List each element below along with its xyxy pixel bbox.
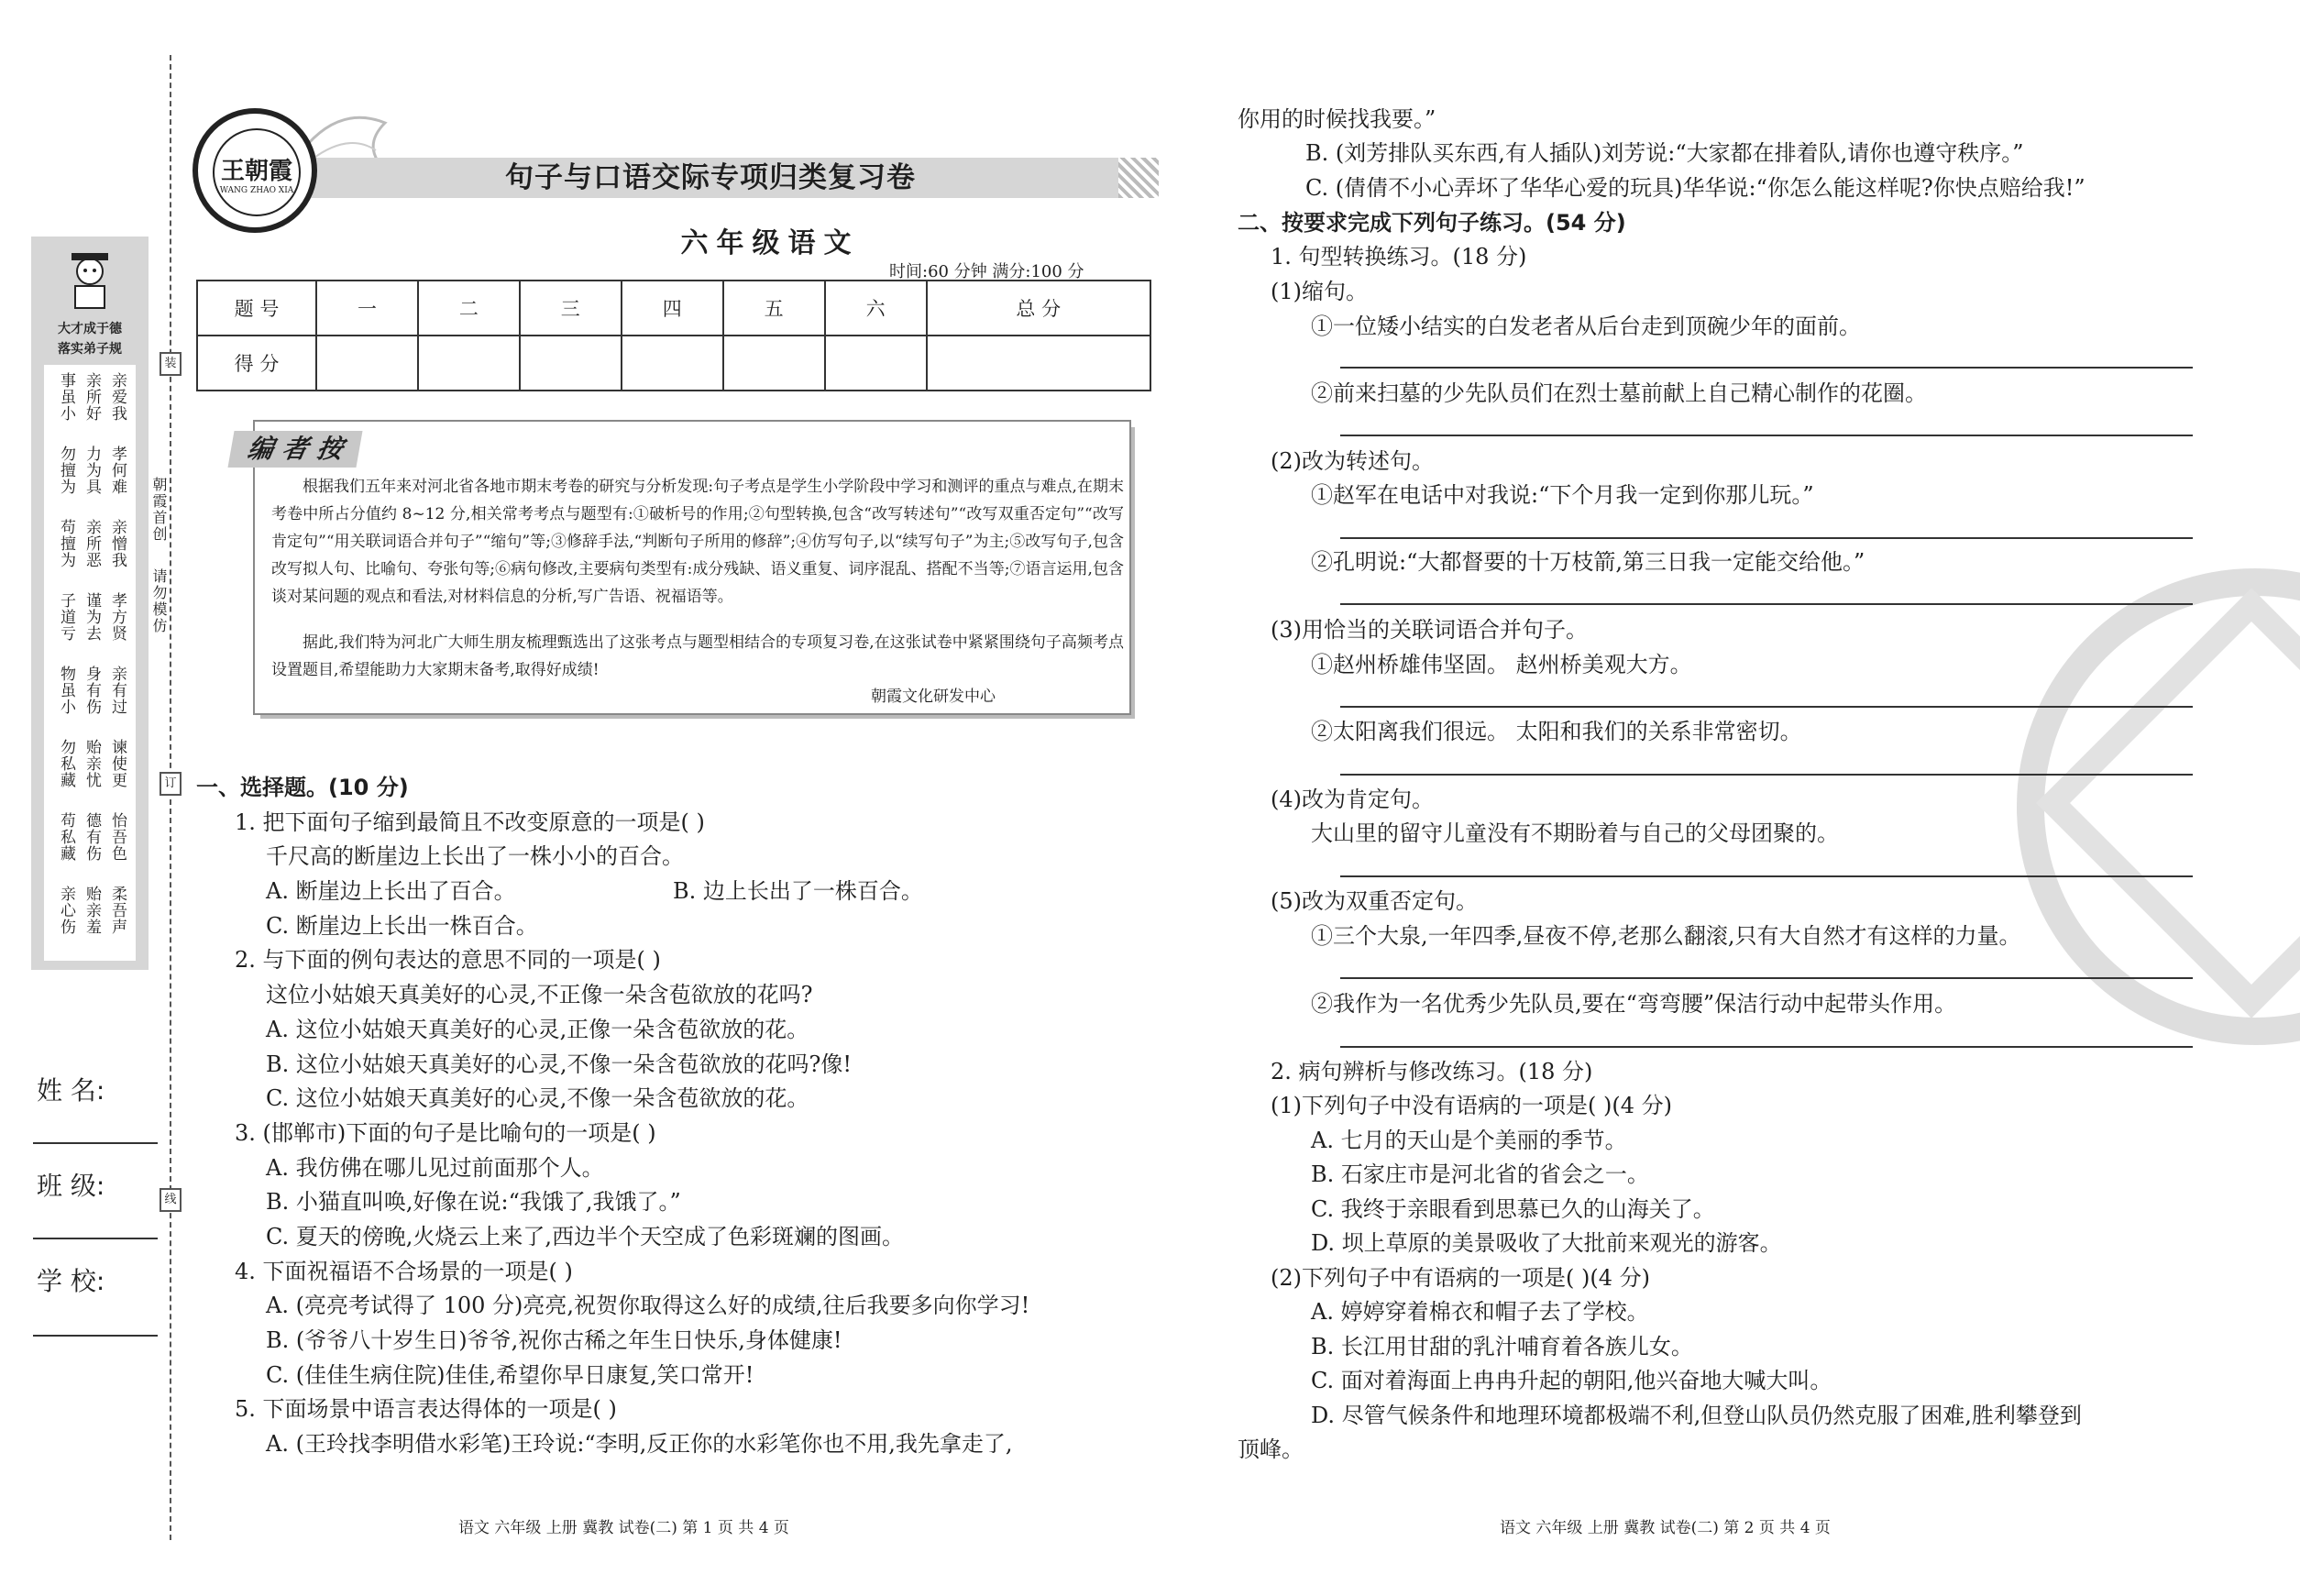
editor-note-paragraph: 据此,我们特为河北广大师生朋友梳理甄选出了这张考点与题型相结合的专项复习卷,在这张试卷中紧紧围绕句子高频考点设置题目,希望能助力大家期末备考,取得好成绩!	[271, 633, 1124, 679]
class-field[interactable]	[33, 1238, 158, 1239]
sub-question: (3)用恰当的关联词语合并句子。	[1271, 617, 1588, 643]
answer-line[interactable]	[1340, 706, 2193, 708]
school-field[interactable]	[33, 1335, 158, 1337]
question-stem: 大山里的留守儿童没有不期盼着与自己的父母团聚的。	[1311, 820, 1839, 846]
question: 5. 下面场景中语言表达得体的一项是( )	[235, 1396, 617, 1422]
section-heading: 一、选择题。(10 分)	[196, 775, 409, 800]
option[interactable]: A. 这位小姑娘天真美好的心灵,正像一朵含苞欲放的花。	[266, 1017, 809, 1042]
sub-question: (4)改为肯定句。	[1271, 787, 1434, 812]
table-row: 题 号 一 二 三 四 五 六 总 分	[197, 281, 1150, 336]
question-stem: ②孔明说:“大都督要的十万枝箭,第三日我一定能交给他。”	[1311, 549, 1865, 575]
page-title: 句子与口语交际专项归类复习卷	[505, 161, 916, 194]
option[interactable]: A. 婷婷穿着棉衣和帽子去了学校。	[1311, 1299, 1649, 1325]
name-field[interactable]	[33, 1142, 158, 1144]
question-stem: 千尺高的断崖边上长出了一株小小的百合。	[266, 843, 684, 869]
binding-mark: 订	[160, 772, 182, 796]
verse-group: 苟擅为 亲所恶 亲憎我	[57, 519, 127, 568]
question: 1. 句型转换练习。(18 分)	[1271, 244, 1527, 270]
table-row: 得 分	[197, 336, 1150, 391]
option-continued: 你用的时候找我要。”	[1238, 106, 1436, 132]
option[interactable]: C. (佳佳生病住院)佳佳,希望你早日康复,笑口常开!	[266, 1362, 754, 1388]
verse-group: 物虽小 身有伤 亲有过	[57, 666, 127, 715]
answer-line[interactable]	[1340, 875, 2193, 877]
editor-note-paragraph: 根据我们五年来对河北省各地市期末考卷的研究与分析发现:句子考点是学生小学阶段中学习和测评的重点与难点,在期末考卷中所占分值约 8~12 分,相关常考考点与题型有:①破析号的作用;②句型转换,包含“改写转述句”“改写双重否定句”“改写肯定句”“用关联词语合并句子”“缩句”等;③修辞手法,“判断句子所用的修辞”;④仿写句子,以“续写句子”为主;⑤改写句子,包含改写拟人句、比喻句、夸张句等;⑥病句修改,主要病句类型有:成分残缺、语义重复、词序混乱、搭配不当等;⑦语言运用,包含谈对某问题的观点和看法,对材料信息的分析,写广告语、祝福语等。	[271, 478, 1124, 606]
verse-group: 亲心伤 贻亲羞 柔吾声	[57, 886, 127, 935]
sub-question: (2)改为转述句。	[1271, 448, 1434, 474]
question-stem: 这位小姑娘天真美好的心灵,不正像一朵含苞欲放的花吗?	[266, 982, 813, 1007]
binding-mark: 线	[160, 1188, 182, 1212]
option[interactable]: C. 面对着海面上冉冉升起的朝阳,他兴奋地大喊大叫。	[1311, 1368, 1832, 1393]
question-stem: ①三个大泉,一年四季,昼夜不停,老那么翻滚,只有大自然才有这样的力量。	[1311, 923, 2021, 949]
sub-question: (1)下列句子中没有语病的一项是( )(4 分)	[1271, 1093, 1672, 1118]
score-cell[interactable]	[418, 336, 520, 391]
sub-question: (5)改为双重否定句。	[1271, 888, 1478, 914]
sidebar-motto-2: 落实弟子规	[58, 342, 122, 357]
option[interactable]: C. 我终于亲眼看到思慕已久的山海关了。	[1311, 1196, 1715, 1222]
option[interactable]: C. 这位小姑娘天真美好的心灵,不像一朵含苞欲放的花。	[266, 1085, 809, 1111]
score-cell[interactable]	[622, 336, 723, 391]
watermark-seal	[2017, 568, 2300, 1045]
question: 1. 把下面句子缩到最简且不改变原意的一项是( )	[235, 809, 705, 835]
answer-line[interactable]	[1340, 1046, 2193, 1048]
time-info: 时间:60 分钟 满分:100 分	[889, 262, 1084, 281]
verse-group: 勿擅为 力为具 孝何难	[57, 446, 127, 495]
score-cell[interactable]	[520, 336, 622, 391]
option[interactable]: C. (倩倩不小心弄坏了华华心爱的玩具)华华说:“你怎么能这样呢?你快点赔给我!”	[1305, 175, 2085, 201]
name-label: 姓 名:	[37, 1075, 105, 1106]
verse-group: 勿私藏 贻亲忧 谏使更	[57, 739, 127, 788]
subject-title: 六年级语文	[680, 227, 860, 259]
option-continued: 顶峰。	[1238, 1436, 1304, 1462]
verse-group: 事虽小 亲所好 亲爱我	[57, 372, 127, 422]
editor-note-signature: 朝霞文化研发中心	[871, 688, 996, 706]
question-stem: ①赵军在电话中对我说:“下个月我一定到你那儿玩。”	[1311, 482, 1814, 508]
answer-line[interactable]	[1340, 603, 2193, 605]
title-band-pattern	[1118, 158, 1159, 198]
score-cell[interactable]	[723, 336, 825, 391]
logo-subtext: WANG ZHAO XIA	[219, 186, 294, 195]
sidebar-panel	[31, 237, 149, 970]
question-stem: ②我作为一名优秀少先队员,要在“弯弯腰”保洁行动中起带头作用。	[1311, 991, 1957, 1017]
score-cell[interactable]	[927, 336, 1150, 391]
option[interactable]: A. 断崖边上长出了百合。	[266, 878, 516, 904]
option[interactable]: A. 七月的天山是个美丽的季节。	[1311, 1128, 1627, 1153]
option[interactable]: B. 小猫直叫唤,好像在说:“我饿了,我饿了。”	[266, 1189, 681, 1215]
page-footer-left: 语文 六年级 上册 冀教 试卷(二) 第 1 页 共 4 页	[458, 1519, 789, 1537]
score-cell[interactable]	[316, 336, 418, 391]
option[interactable]: A. (王玲找李明借水彩笔)王玲说:“李明,反正你的水彩笔你也不用,我先拿走了,	[266, 1431, 1013, 1457]
verse-group: 子道亏 谨为去 孝方贤	[57, 592, 127, 642]
logo	[193, 108, 317, 233]
option[interactable]: B. (刘芳排队买东西,有人插队)刘芳说:“大家都在排着队,请你也遵守秩序。”	[1305, 140, 2024, 166]
binding-line	[170, 55, 171, 1540]
option[interactable]: C. 夏天的傍晚,火烧云上来了,西边半个天空成了色彩斑斓的图画。	[266, 1224, 905, 1249]
question: 3. (邯郸市)下面的句子是比喻句的一项是( )	[235, 1120, 656, 1146]
answer-line[interactable]	[1340, 537, 2193, 539]
question-stem: ②太阳离我们很远。 太阳和我们的关系非常密切。	[1311, 719, 1802, 744]
binding-note: 朝霞首创	[150, 477, 168, 543]
section-heading: 二、按要求完成下列句子练习。(54 分)	[1238, 210, 1626, 236]
question: 2. 病句辨析与修改练习。(18 分)	[1271, 1059, 1593, 1084]
sub-question: (1)缩句。	[1271, 279, 1368, 304]
page-footer-right: 语文 六年级 上册 冀教 试卷(二) 第 2 页 共 4 页	[1500, 1519, 1831, 1537]
verse-group: 苟私藏 德有伤 怡吾色	[57, 812, 127, 862]
question: 4. 下面祝福语不合场景的一项是( )	[235, 1259, 573, 1284]
option[interactable]: B. 石家庄市是河北省的省会之一。	[1311, 1161, 1649, 1187]
answer-line[interactable]	[1340, 977, 2193, 979]
option[interactable]: D. 坝上草原的美景吸收了大批前来观光的游客。	[1311, 1230, 1782, 1256]
sidebar-motto-1: 大才成于德	[58, 322, 122, 336]
question: 2. 与下面的例句表达的意思不同的一项是( )	[235, 947, 661, 973]
binding-mark: 装	[160, 352, 182, 376]
option[interactable]: B. (爷爷八十岁生日)爷爷,祝你古稀之年生日快乐,身体健康!	[266, 1327, 842, 1353]
score-cell[interactable]	[825, 336, 927, 391]
option[interactable]: B. 这位小姑娘天真美好的心灵,不像一朵含苞欲放的花吗?像!	[266, 1051, 853, 1077]
option[interactable]: D. 尽管气候条件和地理环境都极端不利,但登山队员仍然克服了困难,胜利攀登到	[1311, 1403, 2082, 1428]
logo-text: 王朝霞	[220, 158, 292, 185]
question-stem: ①赵州桥雄伟坚固。 赵州桥美观大方。	[1311, 652, 1692, 677]
sidebar-verses	[44, 365, 136, 961]
score-table	[196, 280, 1151, 391]
option[interactable]: A. 我仿佛在哪儿见过前面那个人。	[266, 1155, 604, 1181]
school-label: 学 校:	[37, 1266, 105, 1296]
class-label: 班 级:	[37, 1171, 105, 1201]
question-stem: ①一位矮小结实的白发老者从后台走到顶碗少年的面前。	[1311, 314, 1861, 339]
question-stem: ②前来扫墓的少先队员们在烈士墓前献上自己精心制作的花圈。	[1311, 380, 1927, 406]
editor-note-tag: 编 者 按	[227, 431, 362, 468]
option[interactable]: C. 断崖边上长出一株百合。	[266, 913, 538, 939]
option[interactable]: B. 长江用甘甜的乳汁哺育着各族儿女。	[1311, 1334, 1693, 1359]
answer-line[interactable]	[1340, 774, 2193, 776]
answer-line[interactable]	[1340, 435, 2193, 436]
binding-note: 请勿模仿	[150, 568, 168, 634]
scholar-figure-icon	[62, 248, 117, 312]
option[interactable]: B. 边上长出了一株百合。	[673, 878, 923, 904]
answer-line[interactable]	[1340, 367, 2193, 369]
option[interactable]: A. (亮亮考试得了 100 分)亮亮,祝贺你取得这么好的成绩,往后我要多向你学习!	[266, 1293, 1030, 1318]
sub-question: (2)下列句子中有语病的一项是( )(4 分)	[1271, 1265, 1650, 1291]
